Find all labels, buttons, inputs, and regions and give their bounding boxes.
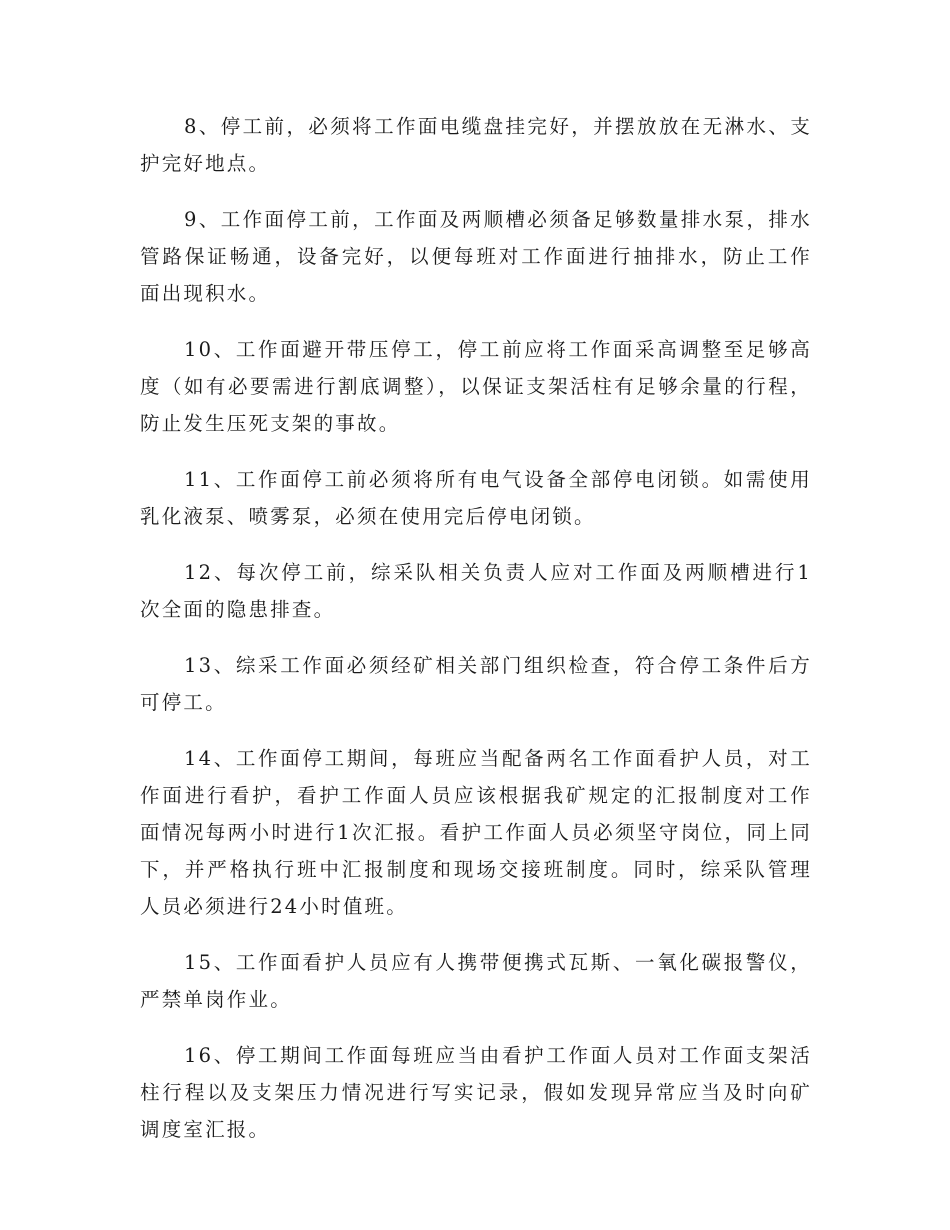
paragraph-item-10: 10、工作面避开带压停工，停工前应将工作面采高调整至足够高度（如有必要需进行割底调整），以保证支架活柱有足够余量的行程，防止发生压死支架的事故。 <box>140 338 812 435</box>
paragraph-item-14: 14、工作面停工期间，每班应当配备两名工作面看护人员，对工作面进行看护，看护工作面人员应该根据我矿规定的汇报制度对工作面情况每两小时进行1次汇报。看护工作面人员必须坚守岗位，同上同下，并严格执行班中汇报制度和现场交接班制度。同时，综采队管理人员必须进行24小时值班。 <box>140 747 812 918</box>
paragraph-item-11: 11、工作面停工前必须将所有电气设备全部停电闭锁。如需使用乳化液泵、喷雾泵，必须在使用完后停电闭锁。 <box>140 468 812 528</box>
paragraph-item-9: 9、工作面停工前，工作面及两顺槽必须备足够数量排水泵，排水管路保证畅通，设备完好，以便每班对工作面进行抽排水，防止工作面出现积水。 <box>140 208 812 305</box>
paragraph-item-13: 13、综采工作面必须经矿相关部门组织检查，符合停工条件后方可停工。 <box>140 654 812 714</box>
document-body <box>140 108 812 1167</box>
paragraph-item-12: 12、每次停工前，综采队相关负责人应对工作面及两顺槽进行1次全面的隐患排查。 <box>140 561 812 621</box>
paragraph-item-8: 8、停工前，必须将工作面电缆盘挂完好，并摆放放在无淋水、支护完好地点。 <box>140 115 812 175</box>
paragraph-item-16: 16、停工期间工作面每班应当由看护工作面人员对工作面支架活柱行程以及支架压力情况进行写实记录，假如发现异常应当及时向矿调度室汇报。 <box>140 1044 812 1141</box>
paragraph-item-15: 15、工作面看护人员应有人携带便携式瓦斯、一氧化碳报警仪，严禁单岗作业。 <box>140 951 812 1011</box>
